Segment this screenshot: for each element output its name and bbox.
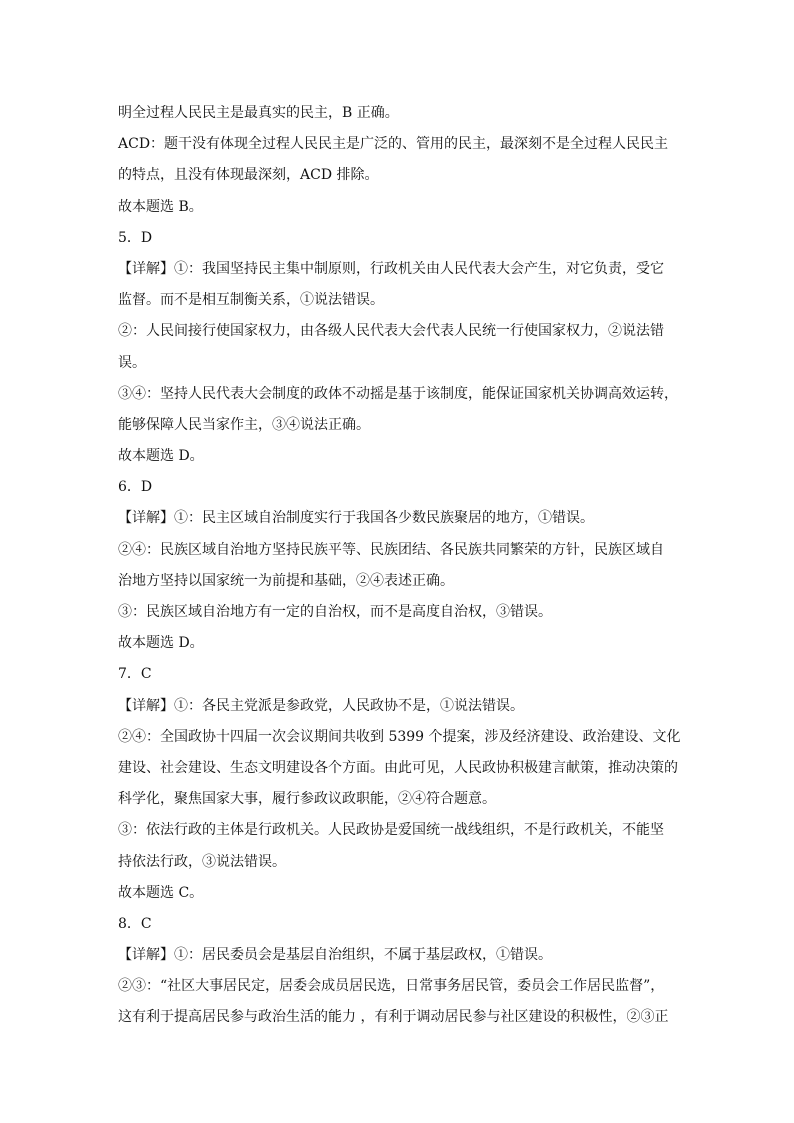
text-line: ②③：“社区大事居民定，居委会成员居民选，日常事务居民管，委员会工作居民监督”， — [118, 978, 665, 995]
text-line: ACD：题干没有体现全过程人民民主是广泛的、管用的民主，最深刻不是全过程人民民主 — [118, 136, 669, 153]
text-line: ③：民族区域自治地方有一定的自治权，而不是高度自治权，③错误。 — [118, 604, 552, 620]
text-line: ②④：民族区域自治地方坚持民族平等、民族团结、各民族共同繁荣的方针，民族区域自 — [118, 541, 664, 558]
question-number: 5．D — [118, 229, 153, 246]
text-line: 的特点，且没有体现最深刻，ACD 排除。 — [118, 167, 379, 184]
question-number: 7．C — [118, 666, 152, 683]
text-line: 这有利于提高居民参与政治生活的能力 ，有利于调动居民参与社区建设的积极性，②③正 — [118, 1009, 669, 1026]
text-line: 能够保障人民当家作主，③④说法正确。 — [118, 416, 370, 433]
question-number: 8．C — [118, 915, 152, 932]
text-line: 明全过程人民民主是最真实的民主，B 正确。 — [118, 105, 399, 121]
text-line: 故本题选 D。 — [118, 448, 204, 465]
question-number: 6．D — [118, 479, 153, 496]
text-line: 【详解】①：居民委员会是基层自治组织，不属于基层政权，①错误。 — [118, 947, 552, 964]
text-line: 监督。而不是相互制衡关系，①说法错误。 — [118, 292, 384, 309]
text-line: ②④：全国政协十四届一次会议期间共收到 5399 个提案，涉及经济建设、政治建设、文化 — [118, 728, 681, 745]
text-line: 故本题选 C。 — [118, 884, 204, 901]
text-line: 【详解】①：民主区域自治制度实行于我国各少数民族聚居的地方，①错误。 — [118, 510, 594, 527]
text-line: 建设、社会建设、生态文明建设各个方面。由此可见，人民政协积极建言献策，推动决策的 — [118, 759, 678, 776]
text-line: ③：依法行政的主体是行政机关。人民政协是爱国统一战线组织，不是行政机关，不能坚 — [118, 822, 664, 839]
text-line: 故本题选 B。 — [118, 198, 203, 215]
text-line: 故本题选 D。 — [118, 635, 204, 652]
text-line: 【详解】①：我国坚持民主集中制原则，行政机关由人民代表大会产生，对它负责，受它 — [118, 260, 664, 277]
text-line: 治地方坚持以国家统一为前提和基础，②④表述正确。 — [118, 572, 454, 589]
text-line: 误。 — [118, 354, 146, 371]
text-line: ③④：坚持人民代表大会制度的政体不动摇是基于该制度，能保证国家机关协调高效运转， — [118, 385, 678, 402]
text-line: ②：人民间接行使国家权力，由各级人民代表大会代表人民统一行使国家权力，②说法错 — [118, 323, 664, 340]
text-line: 科学化，聚焦国家大事，履行参政议政职能，②④符合题意。 — [118, 791, 496, 808]
text-line: 持依法行政，③说法错误。 — [118, 853, 286, 870]
document-body — [118, 98, 681, 1034]
text-line: 【详解】①：各民主党派是参政党，人民政协不是，①说法错误。 — [118, 697, 524, 714]
